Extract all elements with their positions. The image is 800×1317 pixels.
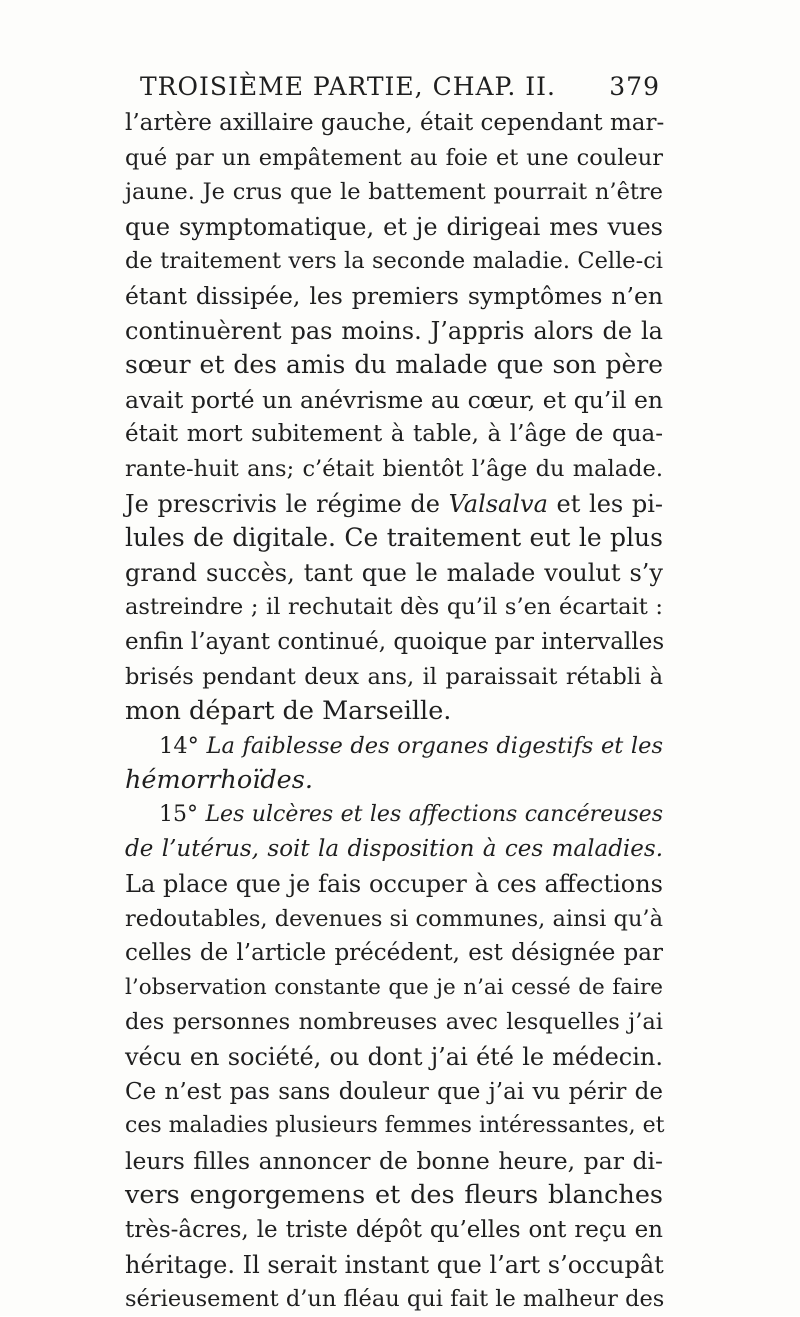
running-title: TROISIÈME PARTIE, CHAP. II. bbox=[140, 72, 556, 101]
text-line: Ce n’est pas sans douleur que j’ai vu périr de bbox=[125, 1078, 663, 1105]
item-14-heading bbox=[125, 729, 663, 764]
item-14-title: La faiblesse des organes digestifs et les bbox=[206, 732, 663, 759]
text-line: vers engorgemens et des fleurs blanches bbox=[125, 1180, 663, 1211]
text-line: l’observation constante que je n’ai cessé de faire bbox=[125, 974, 663, 1000]
text-line: que symptomatique, et je dirigeai mes vues bbox=[125, 212, 663, 241]
text-line: héritage. Il serait instant que l’art s’occupât bbox=[125, 1250, 664, 1279]
text-line: enfin l’ayant continué, quoique par intervalles bbox=[125, 628, 665, 655]
text-line: La place que je fais occuper à ces affections bbox=[125, 870, 663, 899]
text-line: celles de l’article précédent, est désignée par bbox=[125, 940, 663, 967]
text-line: très-âcres, le triste dépôt qu’elles ont reçu en bbox=[125, 1217, 663, 1243]
text-line: lules de digitale. Ce traitement eut le plus bbox=[125, 523, 663, 553]
text-line-valsalva bbox=[125, 487, 663, 522]
item-15-title: Les ulcères et les affections cancéreuses bbox=[205, 801, 663, 827]
valsalva-name: Valsalva bbox=[448, 489, 548, 518]
item-14-number: 14° bbox=[159, 732, 199, 759]
text-line: sérieusement d’un fléau qui fait le malheur des bbox=[125, 1286, 665, 1313]
text-line: l’artère axillaire gauche, était cependant mar- bbox=[125, 110, 665, 136]
item-14-title-cont: hémorrhoïdes. bbox=[125, 765, 313, 796]
text-line: redoutables, devenues si communes, ainsi qu’à bbox=[125, 905, 663, 932]
text-line: ces maladies plusieurs femmes intéressantes, et bbox=[125, 1113, 665, 1139]
page-number: 379 bbox=[609, 72, 660, 101]
text-line: était mort subitement à table, à l’âge de qua- bbox=[125, 421, 663, 448]
text-line: grand succès, tant que le malade voulut s’y bbox=[125, 558, 663, 587]
text-line: qué par un empâtement au foie et une couleur bbox=[125, 144, 663, 171]
text-line: brisés pendant deux ans, il paraissait rétabli à bbox=[125, 663, 663, 690]
item-15-number: 15° bbox=[159, 801, 198, 827]
line-text: Je prescrivis le régime de bbox=[125, 489, 449, 518]
text-line: mon départ de Marseille. bbox=[125, 696, 452, 727]
text-line: sœur et des amis du malade que son père bbox=[125, 350, 663, 380]
text-line: jaune. Je crus que le battement pourrait n’être bbox=[125, 179, 663, 206]
text-line: vécu en société, ou dont j’ai été le médecin. bbox=[125, 1043, 663, 1072]
text-line: leurs filles annoncer de bonne heure, par di- bbox=[125, 1146, 663, 1175]
text-line: des personnes nombreuses avec lesquelles j’ai bbox=[125, 1009, 663, 1036]
text-line: de traitement vers la seconde maladie. Celle-ci bbox=[125, 248, 663, 275]
line-text: et les pi- bbox=[547, 489, 664, 518]
text-line: rante-huit ans; c’était bientôt l’âge du malade. bbox=[125, 455, 663, 482]
text-line: continuèrent pas moins. J’appris alors de la bbox=[125, 316, 663, 345]
item-15-heading bbox=[125, 798, 663, 833]
page-body bbox=[125, 106, 663, 1317]
item-15-title-cont: de l’utérus, soit la disposition à ces maladies. bbox=[125, 836, 663, 863]
text-line: astreindre ; il rechutait dès qu’il s’en écartait : bbox=[125, 594, 663, 621]
text-line: avait porté un anévrisme au cœur, et qu’il en bbox=[125, 385, 663, 414]
text-line: étant dissipée, les premiers symptômes n’en bbox=[125, 281, 663, 310]
